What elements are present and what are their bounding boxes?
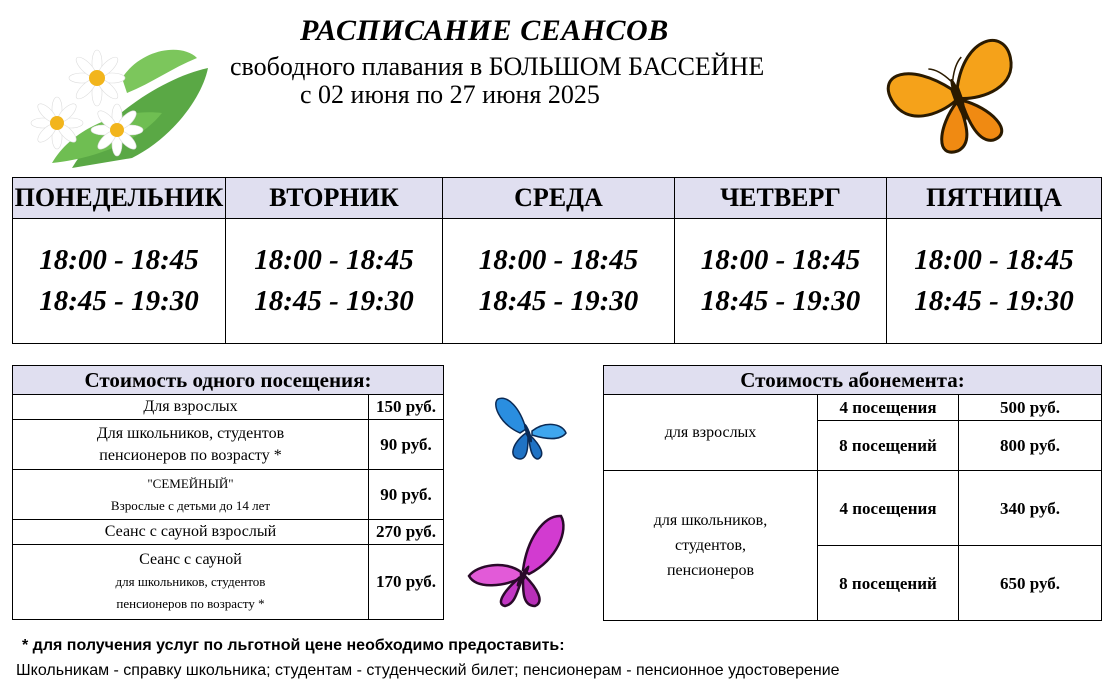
table-row bbox=[13, 420, 444, 470]
row-label: Для взрослых bbox=[13, 395, 369, 420]
subscription-price: 800 руб. bbox=[959, 421, 1102, 471]
day-wednesday: СРЕДА bbox=[443, 178, 675, 219]
schedule-header-row bbox=[13, 178, 1102, 219]
visits-count: 8 посещений bbox=[818, 546, 959, 621]
visits-count: 4 посещения bbox=[818, 471, 959, 546]
day-tuesday: ВТОРНИК bbox=[226, 178, 443, 219]
row-label bbox=[13, 545, 369, 620]
row-price: 90 руб. bbox=[369, 470, 444, 520]
subscription-price-table bbox=[603, 365, 1102, 621]
discount-note-heading: * для получения услуг по льготной цене необходимо предоставить: bbox=[22, 637, 565, 654]
session-time: 18:00 - 18:45 bbox=[700, 244, 861, 276]
visits-count: 4 посещения bbox=[818, 395, 959, 421]
wednesday-sessions bbox=[443, 219, 675, 344]
session-time: 18:00 - 18:45 bbox=[39, 244, 199, 276]
row-label: Сеанс с сауной взрослый bbox=[13, 520, 369, 545]
table-row bbox=[604, 471, 1102, 546]
blue-butterfly-icon bbox=[490, 393, 570, 465]
table-row bbox=[604, 395, 1102, 421]
subscription-price: 650 руб. bbox=[959, 546, 1102, 621]
date-range: с 02 июня по 27 июня 2025 bbox=[300, 80, 600, 109]
page-title: РАСПИСАНИЕ СЕАНСОВ bbox=[300, 14, 669, 47]
row-label-line: Взрослые с детьми до 14 лет bbox=[110, 497, 271, 513]
tuesday-sessions bbox=[226, 219, 443, 344]
session-time: 18:00 - 18:45 bbox=[254, 244, 414, 276]
row-label-line: для школьников, студентов bbox=[115, 574, 266, 589]
day-monday: ПОНЕДЕЛЬНИК bbox=[13, 178, 226, 219]
session-time: 18:45 - 19:30 bbox=[914, 285, 1074, 317]
friday-sessions bbox=[887, 219, 1102, 344]
students-label-line: студентов, bbox=[674, 537, 746, 554]
row-label bbox=[13, 470, 369, 520]
session-time: 18:00 - 18:45 bbox=[478, 244, 639, 276]
row-price: 170 руб. bbox=[369, 545, 444, 620]
subscription-price: 500 руб. bbox=[959, 395, 1102, 421]
day-thursday: ЧЕТВЕРГ bbox=[675, 178, 887, 219]
daisy-flowers-icon bbox=[12, 38, 212, 168]
table-row bbox=[13, 395, 444, 420]
single-visit-price-table bbox=[12, 365, 444, 620]
session-time: 18:45 - 19:30 bbox=[478, 285, 639, 317]
session-time: 18:45 - 19:30 bbox=[254, 285, 414, 317]
subscription-price: 340 руб. bbox=[959, 471, 1102, 546]
subscription-heading: Стоимость абонемента: bbox=[604, 366, 1102, 395]
row-price: 90 руб. bbox=[369, 420, 444, 470]
monday-sessions bbox=[13, 219, 226, 344]
row-price: 270 руб. bbox=[369, 520, 444, 545]
visits-count: 8 посещений bbox=[818, 421, 959, 471]
row-label-line: Сеанс с сауной bbox=[139, 551, 242, 568]
schedule-table bbox=[12, 177, 1102, 344]
session-time: 18:00 - 18:45 bbox=[914, 244, 1074, 276]
row-label-line: "СЕМЕЙНЫЙ" bbox=[147, 475, 234, 491]
schedule-sessions-row bbox=[13, 219, 1102, 344]
row-price: 150 руб. bbox=[369, 395, 444, 420]
table-row bbox=[13, 470, 444, 520]
page-subtitle: свободного плавания в БОЛЬШОМ БАССЕЙНЕ bbox=[230, 52, 765, 81]
discount-note-text: Школьникам - справку школьника; студентам - студенческий билет; пенсионерам - пенсионное удостоверение bbox=[16, 662, 840, 679]
adults-label: для взрослых bbox=[604, 395, 818, 471]
table-row bbox=[13, 520, 444, 545]
day-friday: ПЯТНИЦА bbox=[887, 178, 1102, 219]
session-time: 18:45 - 19:30 bbox=[700, 285, 861, 317]
students-label-line: пенсионеров bbox=[666, 562, 755, 579]
table-row bbox=[13, 545, 444, 620]
pink-butterfly-icon bbox=[465, 510, 573, 610]
row-label-line: пенсионеров по возрасту * bbox=[116, 596, 265, 611]
row-label-line: Для школьников, студентов bbox=[96, 424, 285, 442]
students-label bbox=[604, 471, 818, 621]
students-label-line: для школьников, bbox=[653, 512, 768, 529]
session-time: 18:45 - 19:30 bbox=[39, 285, 199, 317]
single-visit-heading: Стоимость одного посещения: bbox=[13, 366, 444, 395]
orange-butterfly-icon bbox=[885, 28, 1030, 166]
thursday-sessions bbox=[675, 219, 887, 344]
row-label-line: пенсионеров по возрасту * bbox=[99, 446, 282, 464]
row-label bbox=[13, 420, 369, 470]
